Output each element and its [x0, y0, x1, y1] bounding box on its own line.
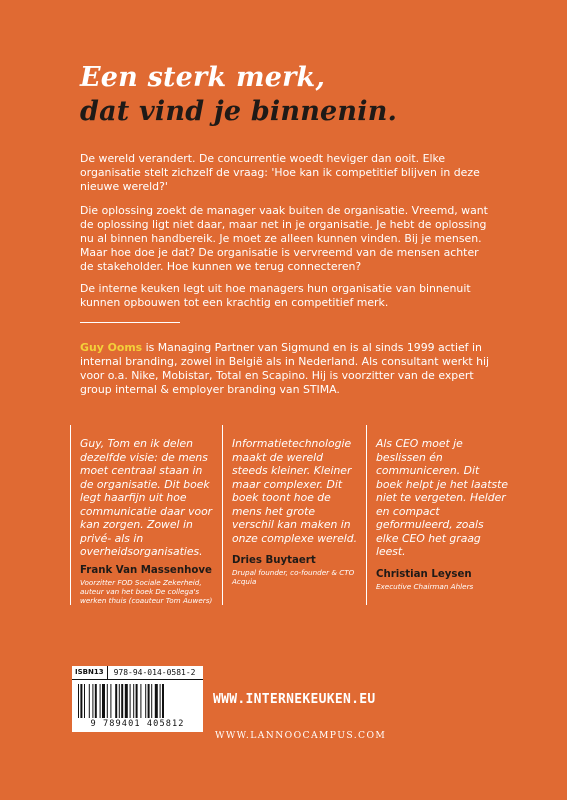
- intro-paragraph-4: De interne keuken legt uit hoe managers hun organisatie van binnenuit kunnen opbouwen tot een krachtig en competitief merk.: [80, 282, 471, 309]
- barcode-bar: [133, 684, 134, 718]
- isbn-barcode: [72, 666, 203, 732]
- book-website-link[interactable]: WWW.INTERNEKEUKEN.EU: [213, 692, 376, 707]
- barcode-bar: [121, 684, 123, 718]
- endorsements: [70, 425, 510, 605]
- quote-author-role: Voorzitter FOD Sociale Zekerheid, auteur van het boek De collega's werken thuis (coauteur Tom Auwers): [80, 577, 213, 605]
- barcode-bar: [92, 684, 93, 718]
- barcode-bar: [107, 684, 108, 718]
- isbn-row: [72, 666, 203, 680]
- isbn-label: ISBN13: [72, 666, 108, 679]
- quote-divider: [366, 425, 367, 605]
- quote-divider: [70, 425, 71, 605]
- quote-author-role: Executive Chairman Ahlers: [376, 581, 474, 591]
- quote-author: Dries Buytaert: [232, 555, 316, 566]
- barcode-bar: [160, 684, 161, 718]
- publisher-website-link[interactable]: WWW.LANNOOCAMPUS.COM: [215, 730, 387, 741]
- barcode-bar: [100, 684, 101, 718]
- quote-text: Als CEO moet je beslissen én communiceren. Dit boek helpt je het laatste niet te vergeten. Helder en compact geformuleerd, zoals elke CEO het graag leest.: [376, 437, 508, 558]
- intro-paragraph-3: Maar hoe doe je dat? De organisatie is vervreemd van de mensen achter de stakeholder. Hoe kunnen we terug connecteren?: [80, 246, 479, 273]
- barcode-bar: [110, 684, 111, 718]
- author-bio: [80, 341, 500, 397]
- barcode-bar: [84, 684, 85, 718]
- author-name: Guy Ooms: [80, 341, 143, 354]
- barcode-bar: [162, 684, 164, 718]
- endorsement-2: [232, 437, 360, 586]
- section-divider: [80, 322, 180, 323]
- barcode-bar: [155, 684, 158, 718]
- barcode-bar: [80, 684, 82, 718]
- quote-text: Informatietechnologie maakt de wereld steeds kleiner. Kleiner maar complexer. Dit boek toont hoe de mens het grote verschil kan maken in onze complexe wereld.: [232, 437, 358, 545]
- quote-author-role: Drupal founder, co-founder & CTO Acquia: [232, 568, 355, 586]
- endorsement-1: [80, 437, 215, 605]
- barcode-bar: [95, 684, 97, 718]
- barcode-bar: [102, 684, 105, 718]
- quote-text: Guy, Tom en ik delen dezelfde visie: de mens moet centraal staan in de organisatie. Dit boek legt haarfijn uit hoe communicatie daar voor kan zorgen. Zowel in privé- als in overheidsorganisaties.: [80, 437, 213, 558]
- quote-divider: [222, 425, 223, 605]
- barcode-bar: [136, 684, 138, 718]
- barcode-bar: [130, 684, 131, 718]
- endorsement-3: [376, 437, 508, 591]
- intro-paragraph-2: Die oplossing zoekt de manager vaak buiten de organisatie. Vreemd, want de oplossing ligt niet daar, maar net in je organisatie. Je hebt de oplossing nu al binnen handbereik. Je moet ze alleen kunnen vinden. Bij je mensen.: [80, 204, 488, 245]
- barcode-bar: [140, 684, 141, 718]
- barcode-bar: [119, 684, 120, 718]
- author-bio-text: is Managing Partner van Sigmund en is al sinds 1999 actief in internal branding, zowel in België als in Nederland. Als consultant werkt hij voor o.a. Nike, Mobistar, Total en Scapino. Hij is voorzitter van de expert group internal & employer branding van STIMA.: [80, 341, 490, 396]
- isbn-number: 978-94-014-0581-2: [113, 668, 196, 677]
- barcode-bar: [125, 684, 128, 718]
- barcode-bar: [145, 684, 146, 718]
- barcode-graphic: [76, 684, 199, 718]
- quote-author: Christian Leysen: [376, 568, 472, 580]
- barcode-bar: [78, 684, 79, 718]
- intro-paragraph-1: De wereld verandert. De concurrentie woedt heviger dan ooit. Elke organisatie stelt zichzelf de vraag: 'Hoe kan ik competitief blijven in deze nieuwe wereld?': [80, 152, 480, 193]
- barcode-bar: [148, 684, 150, 718]
- barcode-bar: [115, 684, 117, 718]
- headline-line-2: dat vind je binnenin.: [80, 96, 398, 127]
- barcode-digits: 9 789401 405812: [90, 719, 185, 729]
- headline-line-1: Een sterk merk,: [80, 62, 326, 93]
- barcode-bar: [89, 684, 90, 718]
- quote-author: Frank Van Massenhove: [80, 564, 212, 576]
- barcode-bar: [151, 684, 152, 718]
